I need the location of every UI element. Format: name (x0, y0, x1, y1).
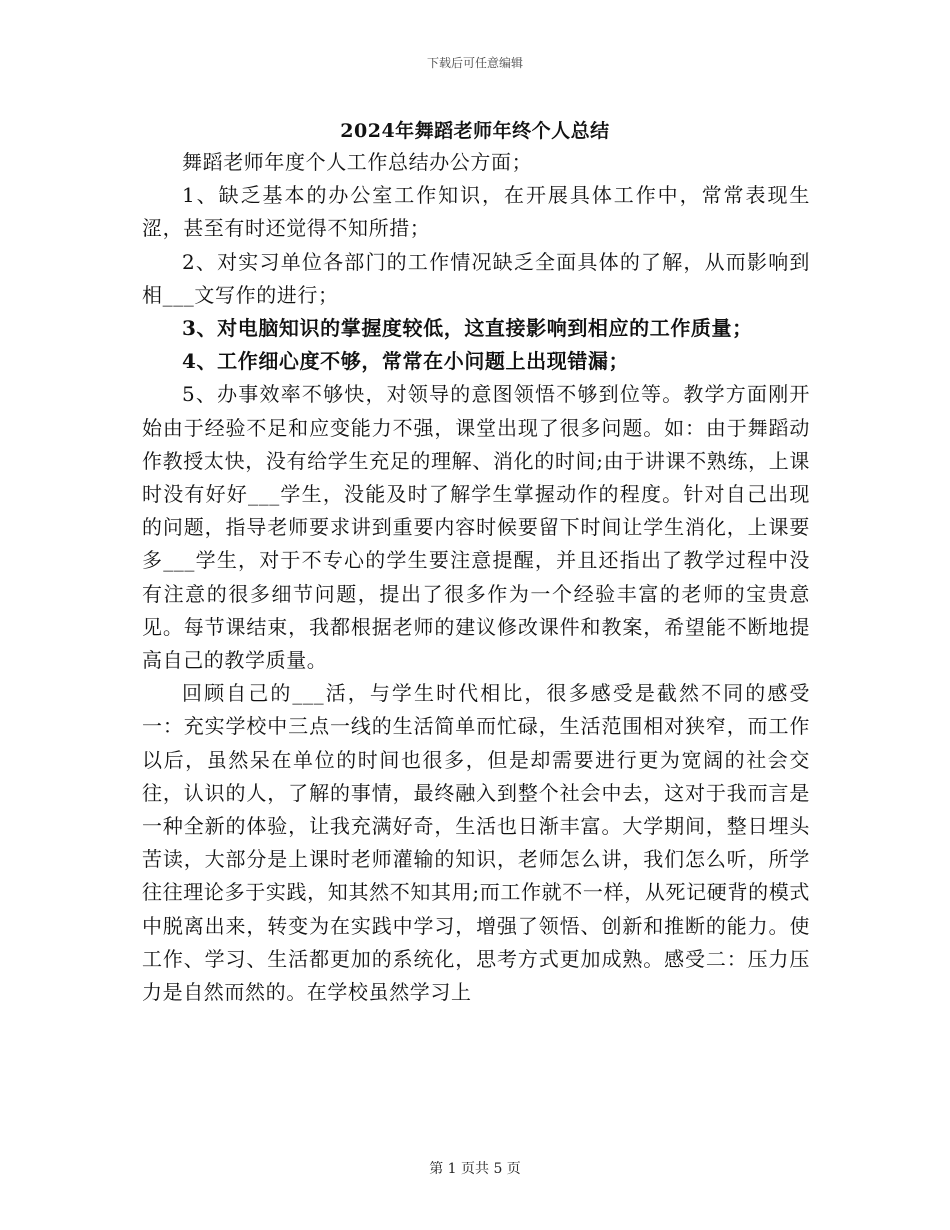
paragraph-item-3: 3、对电脑知识的掌握度较低，这直接影响到相应的工作质量； (182, 316, 753, 341)
document-title: 2024年舞蹈老师年终个人总结 (340, 120, 610, 142)
document-body (142, 146, 810, 1009)
paragraph-intro: 舞蹈老师年度个人工作总结办公方面； (182, 150, 533, 174)
paragraph-review: 回顾自己的___活，与学生时代相比，很多感受是截然不同的感受一：充实学校中三点一线的生活简单而忙碌，生活范围相对狭窄，而工作以后，虽然呆在单位的时间也很多，但是却需要进行更为宽阔的社会交往，认识的人，了解的事情，最终融入到整个社会中去，这对于我而言是一种全新的体验，让我充满好奇，生活也日渐丰富。大学期间，整日埋头苦读，大部分是上课时老师灌输的知识，老师怎么讲，我们怎么听，所学往往理论多于实践，知其然不知其用;而工作就不一样，从死记硬背的模式中脱离出来，转变为在实践中学习，增强了领悟、创新和推断的能力。使工作、学习、生活都更加的系统化，思考方式更加成熟。感受二：压力压力是自然而然的。在学校虽然学习上 (142, 681, 810, 1005)
page-header: 下载后可任意编辑 (426, 56, 523, 70)
paragraph-item-4: 4、工作细心度不够，常常在小问题上出现错漏； (182, 349, 630, 374)
paragraph-item-5: 5、办事效率不够快，对领导的意图领悟不够到位等。教学方面刚开始由于经验不足和应变能力不强，课堂出现了很多问题。如：由于舞蹈动作教授太快，没有给学生充足的理解、消化的时间;由于讲课不熟练，上课时没有好好___学生，没能及时了解学生掌握动作的程度。针对自己出现的问题，指导老师要求讲到重要内容时候要留下时间让学生消化，上课要多___学生，对于不专心的学生要注意提醒，并且还指出了教学过程中没有注意的很多细节问题，提出了很多作为一个经验丰富的老师的宝贵意见。每节课结束，我都根据老师的建议修改课件和教案，希望能不断地提高自己的教学质量。 (142, 382, 810, 673)
page-number-footer: 第 1 页共 5 页 (429, 1161, 521, 1177)
paragraph-item-1: 1、缺乏基本的办公室工作知识，在开展具体工作中，常常表现生涩，甚至有时还觉得不知所措； (142, 183, 810, 241)
paragraph-item-2: 2、对实习单位各部门的工作情况缺乏全面具体的了解，从而影响到相___文写作的进行； (142, 249, 810, 307)
